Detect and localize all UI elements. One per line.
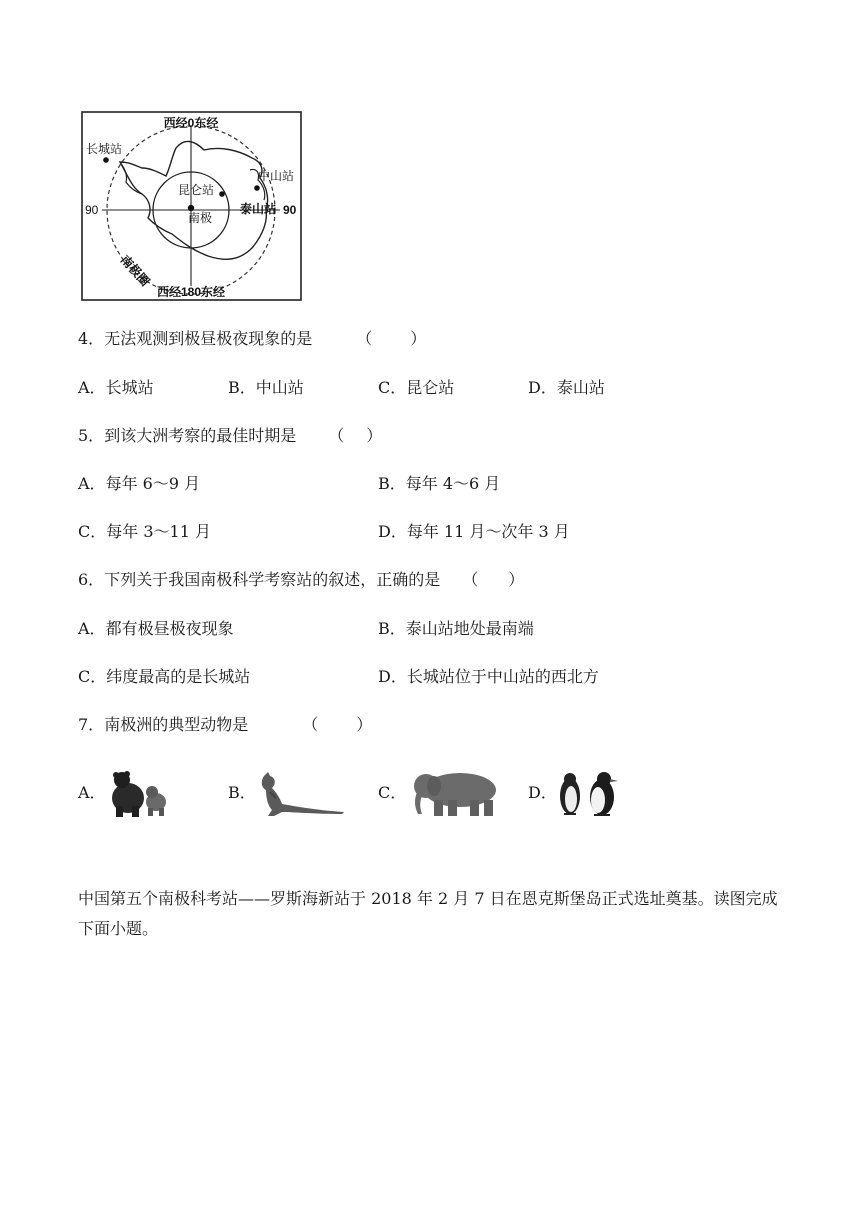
paren-open: （: [302, 715, 319, 734]
option-d[interactable]: D．泰山站: [528, 378, 605, 397]
question-stem: 下列关于我国南极科学考察站的叙述，正确的是: [104, 570, 441, 589]
map-left-90: 90: [85, 203, 99, 217]
option-c[interactable]: C．纬度最高的是长城站: [78, 667, 251, 686]
option-b[interactable]: B．: [228, 770, 358, 816]
map-bottom-label: 西经180东经: [156, 285, 226, 299]
paren-close: ）: [410, 329, 427, 348]
question-4: [78, 328, 426, 350]
paren-close: ）: [508, 570, 525, 589]
question-7: [78, 714, 372, 736]
zhongshan-station-dot: [254, 185, 260, 191]
paren-open: （: [328, 426, 345, 445]
elephant-icon: [404, 770, 504, 818]
option-d[interactable]: D．: [528, 770, 638, 816]
question-stem: 无法观测到极昼极夜现象的是: [104, 329, 313, 348]
option-d[interactable]: D．长城站位于中山站的西北方: [378, 667, 599, 686]
question-6: [78, 569, 524, 591]
paren-close: ）: [356, 715, 373, 734]
question-5: [78, 425, 382, 447]
paren-open: （: [356, 329, 373, 348]
option-b[interactable]: B．每年 4～6 月: [378, 474, 501, 493]
paren-close: ）: [366, 426, 383, 445]
question-number: 5．: [78, 426, 105, 445]
label-south-pole: 南极: [188, 211, 213, 225]
map-right-90: 90: [283, 203, 297, 217]
label-kunlun: 昆仑站: [178, 183, 215, 197]
option-c[interactable]: C．每年 3～11 月: [78, 522, 211, 541]
label-changcheng: 长城站: [86, 142, 123, 156]
bear-icon: [104, 770, 174, 818]
option-a[interactable]: A．: [78, 770, 198, 816]
option-b[interactable]: B．泰山站地处最南端: [378, 619, 534, 638]
kangaroo-icon: [254, 770, 348, 818]
option-a[interactable]: A．都有极昼极夜现象: [78, 619, 234, 638]
question-number: 7．: [78, 715, 105, 734]
label-antarctic-circle: 南极圈: [117, 252, 153, 289]
question-stem: 南极洲的典型动物是: [104, 715, 249, 734]
changcheng-station-dot: [103, 157, 109, 163]
map-top-label: 西经0东经: [163, 116, 219, 130]
passage-text: 中国第五个南极科考站——罗斯海新站于 2018 年 2 月 7 日在恩克斯堡岛正式选址奠基。读图完成下面小题。: [78, 889, 778, 938]
option-c[interactable]: C．昆仑站: [378, 378, 455, 397]
option-a[interactable]: A．长城站: [78, 378, 154, 397]
penguin-icon: [554, 770, 624, 818]
option-c[interactable]: C．: [378, 770, 518, 816]
taishan-station-dot: [219, 191, 225, 197]
paren-open: （: [462, 570, 479, 589]
label-taishan: 泰山站: [240, 202, 277, 216]
option-a[interactable]: A．每年 6～9 月: [78, 474, 201, 493]
question-stem: 到该大洲考察的最佳时期是: [104, 426, 297, 445]
antarctica-map: [80, 110, 303, 302]
question-number: 6．: [78, 570, 105, 589]
label-zhongshan: 中山站: [258, 169, 295, 183]
option-b[interactable]: B．中山站: [228, 378, 304, 397]
option-d[interactable]: D．每年 11 月～次年 3 月: [378, 522, 570, 541]
question-number: 4．: [78, 329, 105, 348]
